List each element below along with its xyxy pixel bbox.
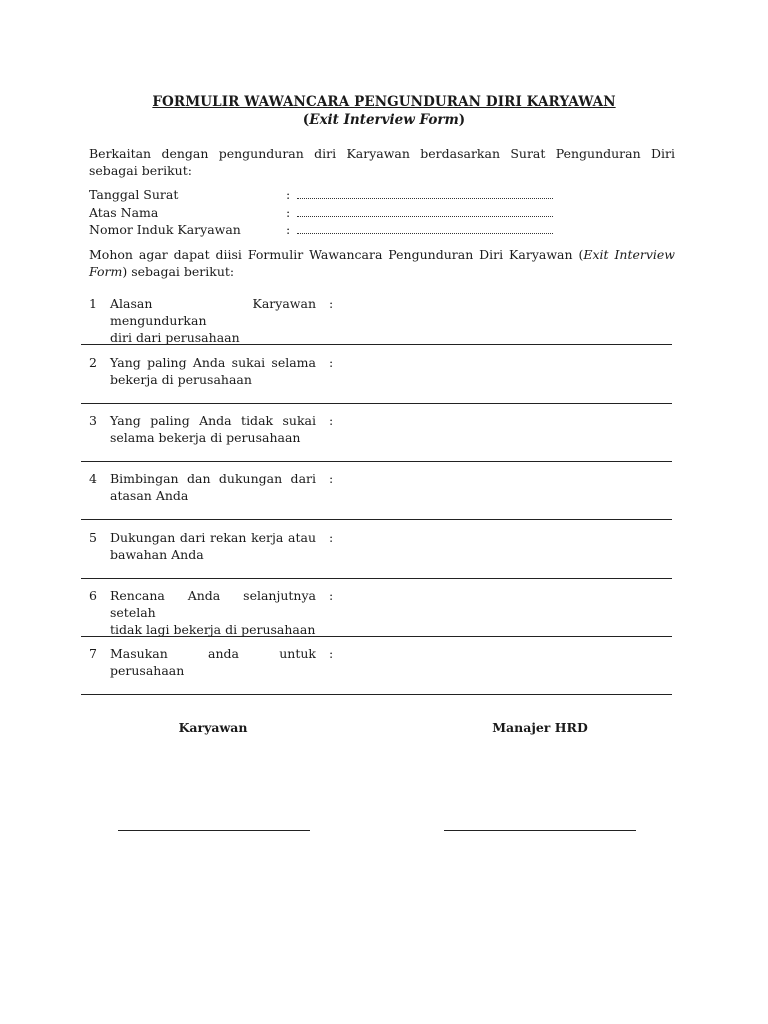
question-number: 6 [89, 588, 97, 603]
field-colon: : [286, 222, 291, 237]
question-number: 1 [89, 296, 97, 311]
answer-line-7[interactable] [81, 694, 672, 695]
question-line-2: tidak lagi bekerja di perusahaan [110, 622, 316, 637]
field-tanggal-surat [89, 186, 559, 203]
form-subtitle [0, 112, 768, 128]
question-text [110, 587, 316, 638]
question-number: 7 [89, 646, 97, 661]
form-title: FORMULIR WAWANCARA PENGUNDURAN DIRI KARYAWAN [152, 94, 616, 110]
question-line-1: Yang paling Anda tidak sukai [110, 413, 316, 428]
atas-nama-input-line[interactable] [297, 216, 553, 217]
answer-line-3[interactable] [81, 461, 672, 462]
question-text [110, 295, 316, 346]
question-text [110, 470, 316, 504]
question-line-1: Yang paling Anda sukai selama [110, 355, 316, 370]
question-text [110, 645, 316, 679]
nomor-induk-input-line[interactable] [297, 233, 553, 234]
field-colon: : [286, 205, 291, 220]
signature-line-karyawan[interactable] [118, 830, 310, 831]
instruction-paragraph [89, 246, 675, 280]
subtitle-open: ( [302, 112, 310, 128]
question-line-2: selama bekerja di perusahaan [110, 430, 301, 445]
instruction-italic: Exit Interview Form [89, 247, 675, 279]
question-text [110, 529, 316, 563]
signature-title-karyawan: Karyawan [178, 720, 248, 735]
question-line-1: Dukungan dari rekan kerja atau [110, 530, 316, 545]
question-colon: : [329, 588, 334, 603]
subtitle-italic: Exit Interview Form [309, 112, 459, 128]
field-colon: : [286, 187, 291, 202]
question-colon: : [329, 413, 334, 428]
field-atas-nama [89, 204, 559, 221]
question-number: 3 [89, 413, 97, 428]
question-line-1: Rencana Anda selanjutnya setelah [110, 588, 316, 620]
question-colon: : [329, 646, 334, 661]
question-line-2: bawahan Anda [110, 547, 204, 562]
tanggal-surat-input-line[interactable] [297, 198, 553, 199]
question-number: 5 [89, 530, 97, 545]
field-label: Atas Nama [89, 205, 159, 220]
question-colon: : [329, 355, 334, 370]
answer-line-2[interactable] [81, 403, 672, 404]
signature-title-manajer-hrd: Manajer HRD [492, 720, 588, 735]
question-line-2: atasan Anda [110, 488, 189, 503]
question-line-1: Bimbingan dan dukungan dari [110, 471, 316, 486]
signature-line-manajer-hrd[interactable] [444, 830, 636, 831]
question-line-1: Masukan anda untuk perusahaan [110, 646, 316, 678]
question-text [110, 412, 316, 446]
question-colon: : [329, 471, 334, 486]
question-number: 4 [89, 471, 97, 486]
question-colon: : [329, 530, 334, 545]
instruction-after: ) sebagai berikut: [122, 264, 235, 279]
question-number: 2 [89, 355, 97, 370]
question-line-2: bekerja di perusahaan [110, 372, 252, 387]
field-label: Tanggal Surat [89, 187, 179, 202]
question-colon: : [329, 296, 334, 311]
answer-line-5[interactable] [81, 578, 672, 579]
answer-line-1[interactable] [81, 344, 672, 345]
answer-line-6[interactable] [81, 636, 672, 637]
subtitle-close: ) [458, 112, 466, 128]
question-text [110, 354, 316, 388]
question-line-1: Alasan Karyawan mengundurkan [110, 296, 316, 328]
field-label: Nomor Induk Karyawan [89, 222, 241, 237]
question-line-2: diri dari perusahaan [110, 330, 240, 345]
answer-line-4[interactable] [81, 519, 672, 520]
field-nomor-induk [89, 221, 559, 238]
instruction-before: Mohon agar dapat diisi Formulir Wawancara Pengunduran Diri Karyawan ( [89, 247, 584, 262]
intro-paragraph: Berkaitan dengan pengunduran diri Karyawan berdasarkan Surat Pengunduran Diri sebagai berikut: [89, 146, 675, 178]
